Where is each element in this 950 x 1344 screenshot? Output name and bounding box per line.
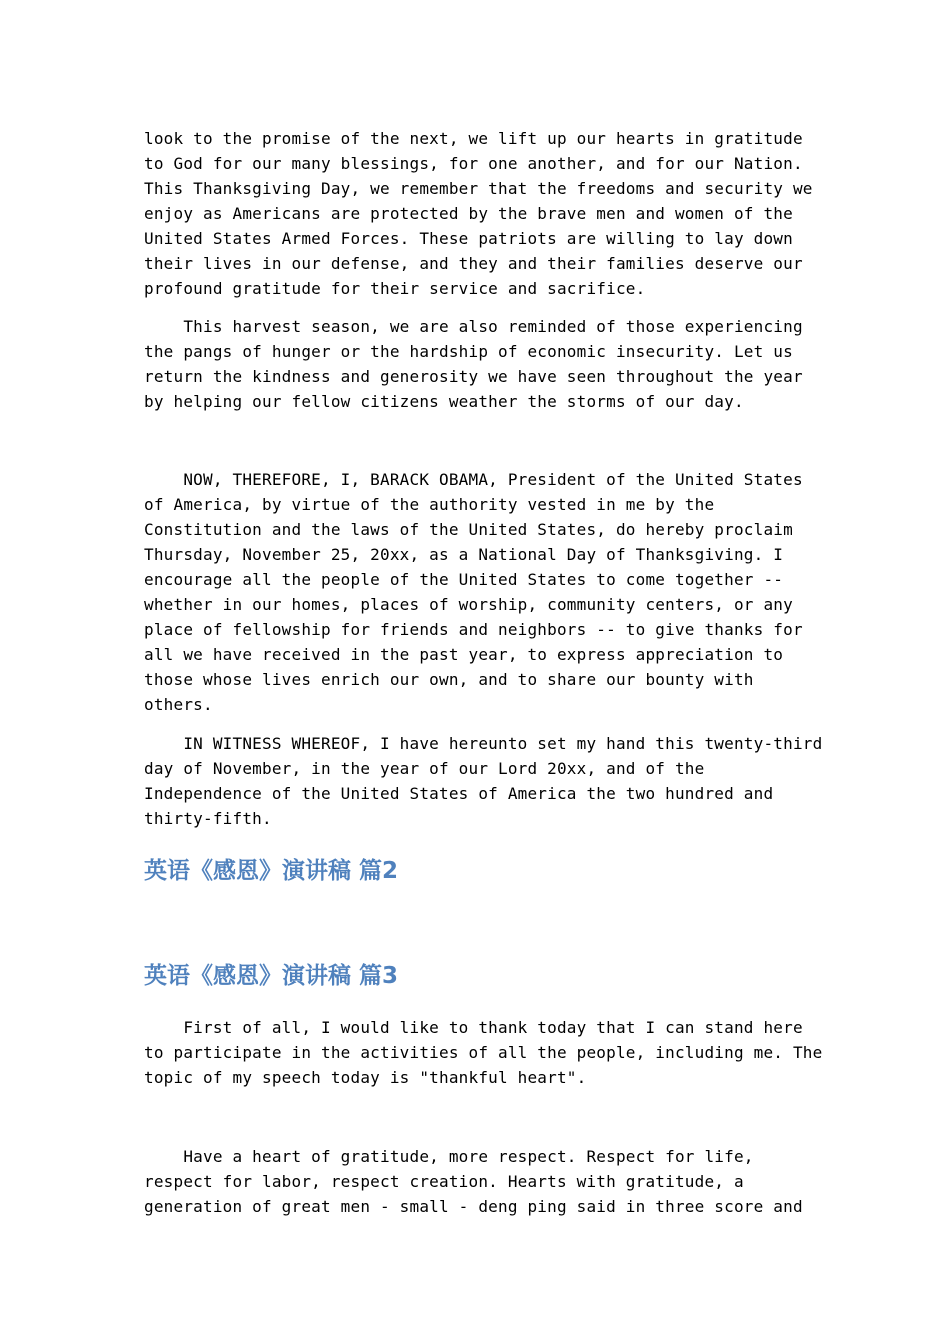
- paragraph-proclamation-gratitude: look to the promise of the next, we lift up our hearts in gratitude to God for our many blessings, for one another, and for our Nation. This Thanksgiving Day, we remember that the freedoms and security we enjoy as Americans are protected by the brave men and women of the United States Armed Forces. These patriots are willing to lay down their lives in our defense, and they and their families deserve our profound gratitude for their service and sacrifice.: [144, 129, 813, 298]
- section-heading-3: 英语《感恩》演讲稿 篇3: [144, 963, 399, 989]
- paragraph-heart-of-gratitude: Have a heart of gratitude, more respect. Respect for life, respect for labor, respect creation. Hearts with gratitude, a generation of great men - small - deng ping said in three score and: [144, 1147, 803, 1216]
- paragraph-speech-opening: First of all, I would like to thank today that I can stand here to participate in the activities of all the people, including me. The topic of my speech today is "thankful heart".: [144, 1018, 823, 1087]
- paragraph-in-witness: IN WITNESS WHEREOF, I have hereunto set my hand this twenty-third day of November, in the year of our Lord 20xx, and of the Independence of the United States of America the two hundred and thirty-fifth.: [144, 734, 823, 828]
- paragraph-proclamation: NOW, THEREFORE, I, BARACK OBAMA, President of the United States of America, by virtue of the authority vested in me by the Constitution and the laws of the United States, do hereby proclaim Thursday, November 25, 20xx, as a National Day of Thanksgiving. I encourage all the people of the United States to come together -- whether in our homes, places of worship, community centers, or any place of fellowship for friends and neighbors -- to give thanks for all we have received in the past year, to express appreciation to those whose lives enrich our own, and to share our bounty with others.: [144, 470, 803, 714]
- section-heading-2: 英语《感恩》演讲稿 篇2: [144, 858, 399, 884]
- paragraph-harvest-season: This harvest season, we are also reminded of those experiencing the pangs of hunger or the hardship of economic insecurity. Let us return the kindness and generosity we have seen throughout the year by helping our fellow citizens weather the storms of our day.: [144, 317, 803, 411]
